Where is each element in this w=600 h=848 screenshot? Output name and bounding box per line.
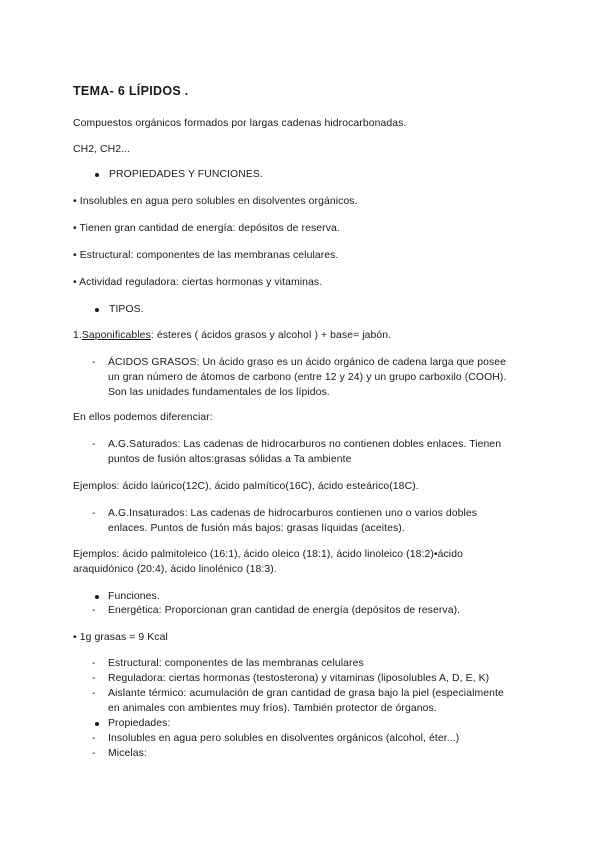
- saponificables-number: 1.: [73, 330, 82, 341]
- propiedades-heading: Propiedades:: [108, 718, 171, 729]
- prop-item: • Estructural: componentes de las membranas celulares.: [73, 250, 339, 261]
- saponificables-term: Saponificables: [81, 330, 151, 341]
- insolubles-item: Insolubles en agua pero solubles en disolventes orgánicos (alcohol, éter...): [108, 733, 460, 744]
- insaturados-line: A.G.Insaturados: Las cadenas de hidrocarburos contienen uno o varios dobles: [108, 508, 478, 519]
- micelas-item: Micelas:: [108, 748, 147, 759]
- dash-marker: -: [92, 357, 96, 368]
- insaturados-line: enlaces. Puntos de fusión más bajos: grasas líquidas (aceites).: [108, 523, 405, 534]
- section-tipos-heading: TIPOS.: [109, 304, 144, 315]
- aislante-line: en animales con ambientes muy fríos). También protector de órganos.: [108, 703, 437, 714]
- dash-marker: -: [92, 673, 96, 684]
- dash-marker: -: [92, 748, 96, 759]
- ejemplos-saturados: Ejemplos: ácido laúrico(12C), ácido palmítico(16C), ácido esteárico(18C).: [73, 481, 419, 492]
- bullet-dot: [95, 595, 99, 599]
- funciones-heading: Funciones.: [108, 591, 160, 602]
- bullet-dot: [95, 722, 99, 726]
- reguladora-item: Reguladora: ciertas hormonas (testosterona) y vitaminas (liposolubles A, D, E, K): [108, 673, 490, 684]
- dash-marker: -: [92, 733, 96, 744]
- dash-marker: -: [92, 658, 96, 669]
- saponificables-line: [73, 329, 391, 342]
- saturados-line: puntos de fusión altos:grasas sólidas a Ta ambiente: [108, 454, 352, 465]
- ch2-text: CH2, CH2...: [73, 144, 131, 155]
- page-title: TEMA- 6 LÍPIDOS .: [73, 84, 189, 98]
- acidos-grasos-line: ÁCIDOS GRASOS: Un ácido graso es un ácido orgánico de cadena larga que posee: [108, 357, 507, 368]
- dash-marker: -: [92, 605, 96, 616]
- estructural-item: Estructural: componentes de las membranas celulares: [108, 658, 364, 669]
- acidos-grasos-line: Son las unidades fundamentales de los lípidos.: [108, 387, 330, 398]
- ejemplos-insaturados-line: araquidónico (20:4), ácido linolénico (18:3).: [73, 564, 277, 575]
- saponificables-definition: : ésteres ( ácidos grasos y alcohol ) + base= jabón.: [150, 330, 392, 341]
- prop-item: • Actividad reguladora: ciertas hormonas y vitaminas.: [73, 277, 323, 288]
- intro-text: Compuestos orgánicos formados por largas cadenas hidrocarbonadas.: [73, 118, 407, 129]
- aislante-line: Aislante térmico: acumulación de gran cantidad de grasa bajo la piel (especialmente: [108, 688, 504, 699]
- bullet-dot: [95, 308, 99, 312]
- bullet-dot: [95, 173, 99, 177]
- prop-item: • Insolubles en agua pero solubles en disolventes orgánicos.: [73, 196, 358, 207]
- prop-item: • Tienen gran cantidad de energía: depósitos de reserva.: [73, 223, 340, 234]
- ejemplos-insaturados-line: Ejemplos: ácido palmitoleico (16:1), ácido oleico (18:1), ácido linoleico (18:2)•ácido: [73, 549, 463, 560]
- dash-marker: -: [92, 688, 96, 699]
- energetica-item: Energética: Proporcionan gran cantidad de energía (depósitos de reserva).: [108, 605, 461, 616]
- saturados-line: A.G.Saturados: Las cadenas de hidrocarburos no contienen dobles enlaces. Tienen: [108, 439, 502, 450]
- dash-marker: -: [92, 508, 96, 519]
- section-propiedades-heading: PROPIEDADES Y FUNCIONES.: [109, 169, 263, 180]
- diferenciar-text: En ellos podemos diferenciar:: [73, 412, 213, 423]
- dash-marker: -: [92, 439, 96, 450]
- grasas-kcal-text: • 1g grasas = 9 Kcal: [73, 632, 168, 643]
- acidos-grasos-line: un gran número de átomos de carbono (entre 12 y 24) y un grupo carboxilo (COOH).: [108, 372, 507, 383]
